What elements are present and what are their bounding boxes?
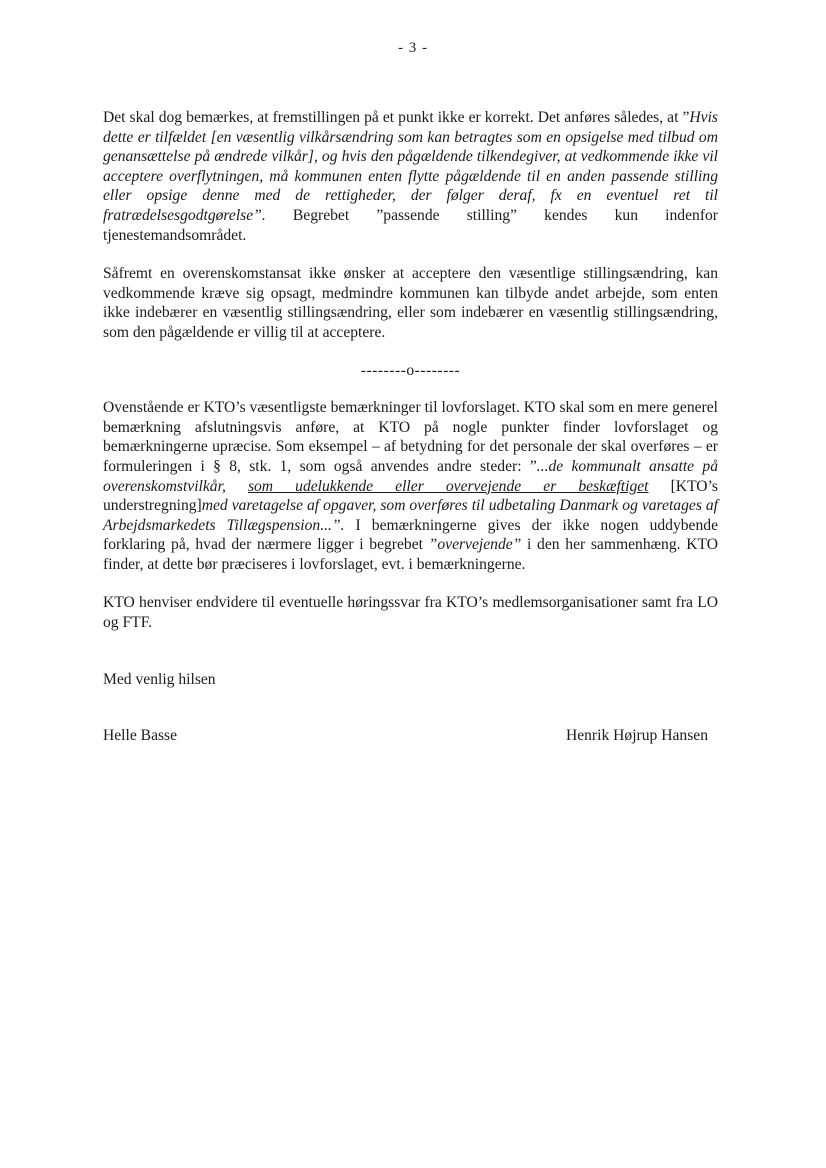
underlined-phrase: som udelukkende eller overvejende er beskæftiget bbox=[247, 477, 649, 495]
paragraph-correction-remark: Begrebet ”passende stilling” kendes kun indenfor tjenestemandsområdet. bbox=[103, 206, 718, 244]
paragraph-correction-quote: Hvis dette er tilfældet [en væsentlig vilkårsændring som kan betragtes som en opsigelse med tilbud om genansættelse på ændrede vilkår], og hvis den pågældende tilkendegiver, at vedkommende ikke vil acceptere overflytningen, må kommunen enten flytte pågældende til en anden passende stilling eller opsige denne med de rettigheder, der følger deraf, fx en eventuel ret til fratrædelsesgodtgørelse”. bbox=[103, 109, 718, 224]
paragraph-remarks-quote-underlined bbox=[248, 478, 649, 495]
paragraph-remarks-middle: I bemærkningerne gives der ikke nogen uddybende forklaring på, hvad der nærmere ligger i begrebet bbox=[103, 516, 718, 554]
paragraph-remarks-end: i den her sammenhæng. KTO finder, at dette bør præciseres i lovforslaget, evt. i bemærkningerne. bbox=[103, 536, 718, 573]
signature-left: Helle Basse bbox=[103, 727, 178, 745]
paragraph-remarks-term: ”overvejende” bbox=[428, 536, 522, 554]
paragraph-dismissal: Såfremt en overenskomstansat ikke ønsker at acceptere den væsentlige stillingsændring, kan vedkommende kræve sig opsagt, medmindre kommunen kan tilbyde andet arbejde, som enten ikke indebærer en væsentlig stillingsændring, eller som indebærer en væsentlig stillingsændring, som den pågældende er villig til at acceptere. bbox=[103, 265, 718, 341]
signature-block bbox=[103, 726, 718, 746]
paragraph-remarks-intro: Ovenstående er KTO’s væsentligste bemærkninger til lovforslaget. KTO skal som en mere generel bemærkning afslutningsvis anføre, at KTO på nogle punkter finder lovforslaget og bemærkningerne upræcise. Som eksempel – af betydning for det personale der skal overføres – er formuleringen i § 8, stk. 1, som også anvendes andre steder: ” bbox=[103, 399, 718, 475]
paragraph-correction-intro: Det skal dog bemærkes, at fremstillingen på et punkt ikke er korrekt. Det anføres således, at ” bbox=[103, 109, 690, 126]
section-divider: --------o-------- bbox=[360, 361, 461, 379]
letter-body bbox=[103, 108, 718, 746]
closing-greeting: Med venlig hilsen bbox=[103, 670, 216, 688]
paragraph-remarks bbox=[103, 398, 718, 574]
paragraph-remarks-quote-start: ...de kommunalt ansatte på overenskomstvilkår, bbox=[103, 457, 718, 495]
paragraph-remarks-note: [KTO’s understregning] bbox=[103, 477, 718, 515]
page-number: - 3 - bbox=[398, 40, 428, 56]
paragraph-correction bbox=[103, 108, 718, 245]
paragraph-referral: KTO henviser endvidere til eventuelle høringssvar fra KTO’s medlemsorganisationer samt fra LO og FTF. bbox=[103, 594, 718, 632]
signature-right: Henrik Højrup Hansen bbox=[565, 727, 708, 745]
paragraph-remarks-quote-end: med varetagelse af opgaver, som overføres til udbetaling Danmark og varetages af Arbejdsmarkedets Tillægspension...”. bbox=[103, 497, 718, 534]
